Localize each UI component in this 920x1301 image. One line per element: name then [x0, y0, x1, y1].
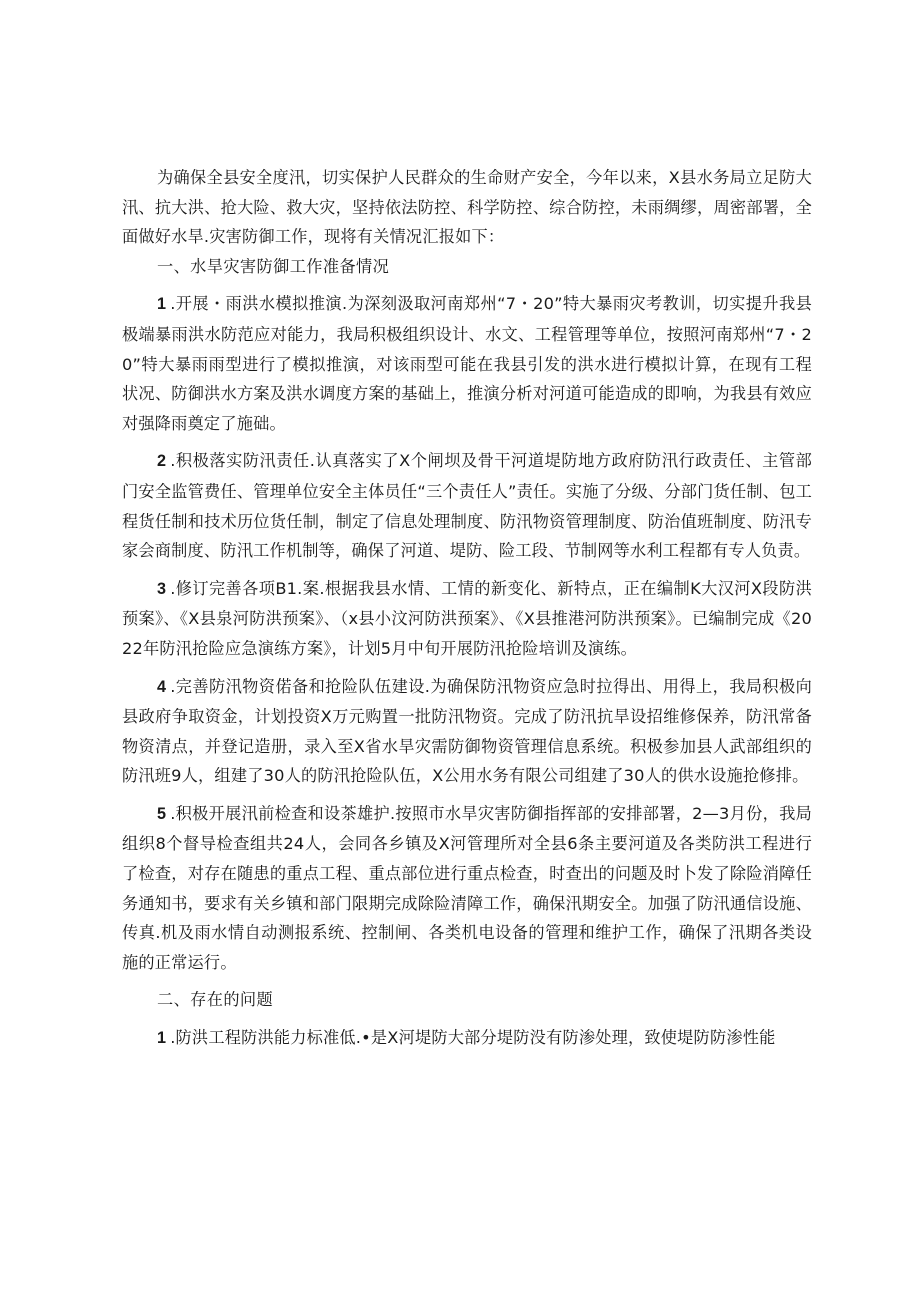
section-1-item-1: [122, 289, 812, 438]
section-1-item-5: [122, 799, 812, 978]
intro-paragraph: 为确保全县安全度汛，切实保护人民群众的生命财产安全，今年以来，X县水务局立足防大汛、抗大洪、抢大险、救大灾，坚持依法防控、科学防控、综合防控，未雨绸缪，周密部署，全面做好水旱.灾害防御工作，现将有关情况汇报如下：: [122, 168, 812, 247]
item-text: .防洪工程防洪能力标准低.•是X河堤防大部分堤防没有防渗处理，致使堤防防渗性能: [170, 1028, 776, 1048]
section-2-heading: 二、存在的问题: [157, 990, 274, 1010]
item-text: .积极落实防汛责任.认真落实了X个闸坝及骨干河道堤防地方政府防汛行政责任、主管部门安全监管费任、管理单位安全主体员任“三个责任人”责任。实施了分级、分部门货任制、包工程货任制和技术历位货任制，制定了信息处理制度、防汛物资管理制度、防治值班制度、防汛专家会商制度、防汛工作机制等，确保了河道、堤防、险工段、节制网等水利工程都有专人负责。: [122, 451, 812, 561]
section-1-item-2: [122, 446, 812, 565]
item-text: .完善防汛物资偌备和抢险队伍建设.为确保防汛物资应急时拉得出、用得上，我局积极向县政府争取资金，计划投资X万元购置一批防汛物资。完成了防汛抗旱设招维修保养，防汛常备物资清点，并登记造册，录入至X省水旱灾需防御物资管理信息系统。积极参加县人武部组织的防汛班9人，组建了30人的防汛抢险队伍，X公用水务有限公司组建了30人的供水设施抢修排。: [122, 676, 812, 786]
item-text: .积极开展汛前检查和设茶雄护.按照市水旱灾害防御指挥部的安排部署，2—3月份，我局组织8个督导检查组共24人，会同各乡镇及X河管理所对全县6条主要河道及各类防洪工程进行了检查，对存在随患的重点工程、重点部位进行重点检查，时查出的问题及时卜发了除险消障任务通知书，要求有关乡镇和部门限期完成除险清障工作，确保汛期安全。加强了防汛通信设施、传真.机及雨水情自动测报系统、控制闸、各类机电设备的管理和维护工作，确保了汛期各类设施的正常运行。: [122, 803, 812, 972]
item-number: 4: [157, 677, 167, 696]
document-body: [122, 163, 812, 1062]
item-number: 2: [157, 452, 167, 471]
item-number: 1: [157, 1029, 167, 1048]
item-number: 3: [157, 579, 167, 598]
item-text: .开展・雨洪水模拟推演.为深刻汲取河南郑州“7・20”特大暴雨灾考教训，切实提升我县极端暴雨洪水防范应对能力，我局积极组织设计、水文、工程管理等单位，按照河南郑州“7・20”特大暴雨雨型进行了模拟推演，对该雨型可能在我县引发的洪水进行模拟计算，在现有工程状况、防御洪水方案及洪水调度方案的基础上，推演分析对河道可能造成的即响，为我县有效应对强降雨奠定了施础。: [122, 294, 812, 433]
section-1-item-4: [122, 672, 812, 791]
section-1-item-3: [122, 574, 812, 664]
item-number: 1: [157, 295, 167, 314]
item-text: .修订完善各项B1.案.根据我县水情、工情的新变化、新特点，正在编制K大汉河X段防洪预案》、《X县泉河防洪预案》、（x县小汶河防洪预案》、《X县推港河防洪预案》。已编制完成《2022年防汛抢险应急演练方案》，计划5月中旬开展防汛抢险培训及演练。: [122, 578, 812, 658]
section-2-item-1: [122, 1023, 812, 1054]
item-number: 5: [157, 804, 167, 823]
section-1-heading: 一、水旱灾害防御工作准备情况: [157, 256, 390, 276]
